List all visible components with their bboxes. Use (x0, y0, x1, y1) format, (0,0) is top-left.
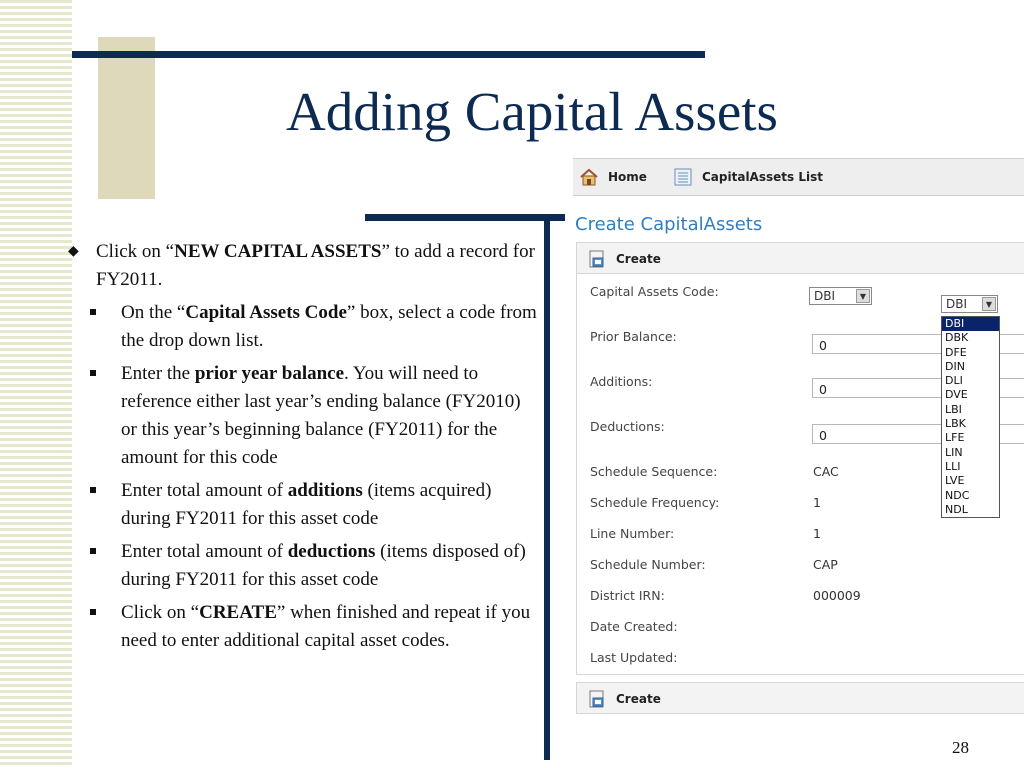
district-irn-label: District IRN: (590, 588, 665, 603)
decorative-tan-block (98, 37, 155, 199)
nav-home-label: Home (608, 170, 647, 184)
code-dropdown-value: DBI (946, 297, 968, 311)
nav-home-link[interactable] (579, 168, 647, 186)
create-header-top (576, 242, 1024, 274)
create-button-bottom[interactable] (587, 690, 661, 708)
code-label: Capital Assets Code: (590, 284, 719, 299)
bullet-text: ” to add a record for FY2011. (96, 241, 535, 290)
dropdown-option[interactable]: DVE (945, 388, 968, 402)
line-number-label: Line Number: (590, 526, 675, 541)
title-rule (72, 51, 705, 58)
create-header-bottom (576, 682, 1024, 714)
app-page-title: Create CapitalAssets (575, 214, 763, 235)
dropdown-option[interactable]: DFE (945, 345, 967, 359)
square-bullet-icon (90, 609, 96, 615)
square-bullet-icon (90, 309, 96, 315)
list-icon (673, 168, 693, 186)
schedule-number-label: Schedule Number: (590, 557, 706, 572)
sub-bullet (66, 299, 538, 355)
sub-bullet (66, 477, 538, 533)
code-select-value: DBI (814, 289, 836, 303)
create-button-top[interactable] (587, 250, 661, 268)
code-dropdown-select[interactable] (941, 295, 998, 313)
bullet-bold: prior year balance (194, 363, 345, 384)
square-bullet-icon (90, 548, 96, 554)
date-created-label: Date Created: (590, 619, 678, 634)
district-irn-value: 000009 (813, 588, 861, 603)
last-updated-label: Last Updated: (590, 650, 678, 665)
schedule-frequency-label: Schedule Frequency: (590, 495, 720, 510)
create-label: Create (616, 252, 661, 266)
code-select[interactable] (809, 287, 872, 305)
save-icon (587, 250, 607, 268)
bullet-text: Click on “ (121, 602, 200, 623)
dropdown-option[interactable]: DBI (942, 317, 999, 331)
bullet-text: Enter total amount of (121, 541, 288, 562)
app-nav-bar (573, 158, 1024, 196)
bullet-text: . You will need to reference either last year’s ending balance (FY2010) or this year’s beginning balance (FY2011) for the amount for this code (121, 363, 521, 468)
home-icon (579, 168, 599, 186)
deductions-label: Deductions: (590, 419, 665, 434)
schedule-frequency-value: 1 (813, 495, 821, 510)
sub-bullet (66, 599, 538, 655)
line-number-value: 1 (813, 526, 821, 541)
dropdown-option[interactable]: LFE (945, 431, 965, 445)
sub-bullet (66, 360, 538, 472)
bullet-main (66, 238, 538, 294)
chevron-down-icon: ▼ (982, 297, 996, 311)
page-number: 28 (952, 738, 969, 757)
dropdown-option[interactable]: NDC (945, 488, 970, 502)
dropdown-option[interactable]: NDL (945, 502, 968, 516)
dropdown-option[interactable]: LBK (945, 417, 966, 431)
dropdown-option[interactable]: DLI (945, 374, 963, 388)
bullet-text: (items acquired) during FY2011 for this asset code (121, 480, 492, 529)
slide-title: Adding Capital Assets (286, 81, 778, 142)
create-label: Create (616, 692, 661, 706)
vertical-divider (544, 214, 550, 760)
sub-bullet (66, 538, 538, 594)
square-bullet-icon (90, 487, 96, 493)
dropdown-option[interactable]: DBK (945, 331, 969, 345)
save-icon (587, 690, 607, 708)
nav-list-link[interactable] (673, 168, 823, 186)
dropdown-option[interactable]: LLI (945, 459, 961, 473)
prior-balance-label: Prior Balance: (590, 329, 677, 344)
decorative-stripes (0, 0, 72, 768)
deductions-input[interactable]: 0 (812, 424, 1024, 444)
bullet-bold: additions (287, 480, 363, 501)
additions-input[interactable]: 0 (812, 378, 1024, 398)
square-bullet-icon (90, 370, 96, 376)
diamond-bullet-icon: ◆ (68, 244, 79, 259)
bullet-text: ” when finished and repeat if you need to enter additional capital asset codes. (121, 602, 531, 651)
bullet-bold: NEW CAPITAL ASSETS (174, 241, 382, 262)
bullet-text: Enter the (121, 363, 195, 384)
bullet-text: Enter total amount of (121, 480, 288, 501)
schedule-sequence-value: CAC (813, 464, 839, 479)
bullet-bold: Capital Assets Code (185, 302, 347, 323)
prior-balance-input[interactable]: 0 (812, 334, 1024, 354)
code-dropdown-list (941, 316, 1000, 518)
bullet-text: On the “ (121, 302, 186, 323)
dropdown-option[interactable]: LVE (945, 474, 965, 488)
dropdown-option[interactable]: LBI (945, 402, 962, 416)
bullet-list (66, 238, 538, 660)
schedule-sequence-label: Schedule Sequence: (590, 464, 718, 479)
schedule-number-value: CAP (813, 557, 838, 572)
dropdown-option[interactable]: DIN (945, 359, 965, 373)
dropdown-option[interactable]: LIN (945, 445, 963, 459)
bullet-text: ” box, select a code from the drop down list. (121, 302, 537, 351)
additions-label: Additions: (590, 374, 653, 389)
bullet-bold: CREATE (199, 602, 277, 623)
content-rule (365, 214, 565, 221)
app-screenshot (573, 158, 1024, 718)
chevron-down-icon: ▼ (856, 289, 870, 303)
bullet-text: Click on “ (96, 241, 175, 262)
bullet-text: (items disposed of) during FY2011 for this asset code (121, 541, 526, 590)
bullet-bold: deductions (287, 541, 376, 562)
nav-list-label: CapitalAssets List (702, 170, 823, 184)
